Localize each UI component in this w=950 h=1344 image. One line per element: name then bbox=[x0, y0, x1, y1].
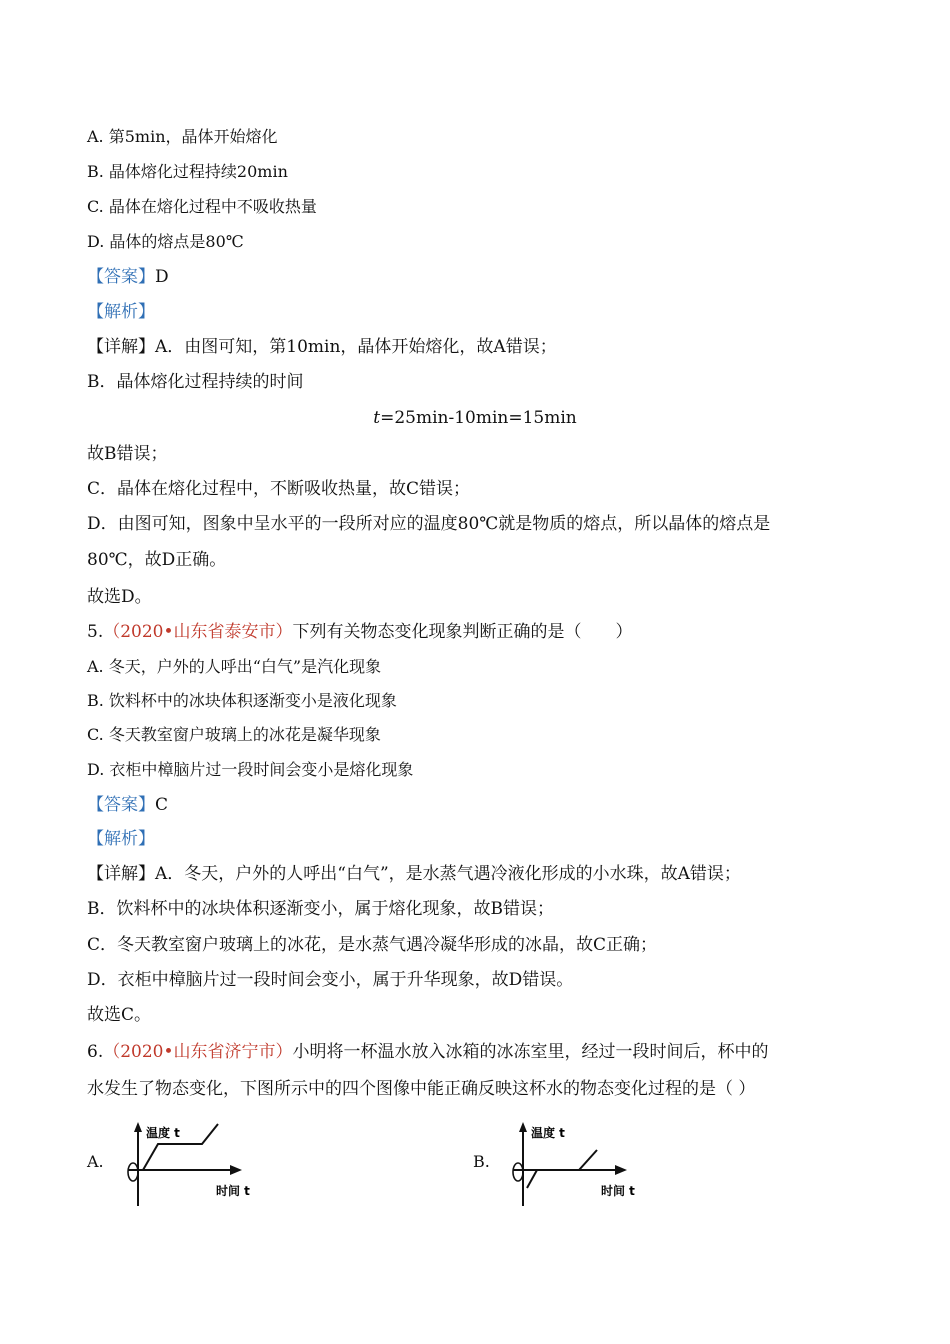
q6-graph-a bbox=[120, 1120, 280, 1212]
q6-stem-line1 bbox=[87, 1040, 769, 1064]
q4-formula bbox=[0, 406, 950, 430]
q4-option-c: C. 晶体在熔化过程中不吸收热量 bbox=[87, 197, 317, 216]
q5-source: （2020•山东省泰安市） bbox=[103, 622, 293, 642]
q5-option-c: C. 冬天教室窗户玻璃上的冰花是凝华现象 bbox=[87, 725, 381, 744]
formula-variable: t bbox=[373, 408, 381, 428]
q4-detail-c: C．晶体在熔化过程中，不断吸收热量，故C错误； bbox=[87, 479, 471, 499]
q5-detail-b: B．饮料杯中的冰块体积逐渐变小，属于熔化现象，故B错误； bbox=[87, 899, 554, 919]
x-axis-arrow bbox=[615, 1165, 627, 1175]
q5-detail-a bbox=[87, 862, 741, 886]
detail-text: A．冬天，户外的人呼出“白气”，是水蒸气遇冷液化形成的小水珠，故A错误； bbox=[155, 864, 741, 884]
q5-option-d: D. 衣柜中樟脑片过一段时间会变小是熔化现象 bbox=[87, 760, 414, 779]
formula-text: =25min-10min=15min bbox=[380, 408, 577, 428]
answer-value: D bbox=[155, 267, 169, 287]
q6-stem-line2: 水发生了物态变化，下图所示中的四个图像中能正确反映这杯水的物态变化过程的是（ ） bbox=[87, 1079, 756, 1099]
q4-detail-d-line1: D．由图可知，图象中呈水平的一段所对应的温度80℃就是物质的熔点，所以晶体的熔点是 bbox=[87, 514, 771, 534]
answer-value: C bbox=[155, 795, 169, 815]
y-axis-arrow bbox=[519, 1122, 527, 1132]
q4-option-d: D. 晶体的熔点是80℃ bbox=[87, 232, 244, 251]
q5-choice: 故选C。 bbox=[87, 1005, 152, 1025]
q4-choice: 故选D。 bbox=[87, 587, 152, 607]
q5-option-b: B. 饮料杯中的冰块体积逐渐变小是液化现象 bbox=[87, 691, 397, 710]
q5-detail-d: D．衣柜中樟脑片过一段时间会变小，属于升华现象，故D错误。 bbox=[87, 970, 574, 990]
q6-stem-text: 小明将一杯温水放入冰箱的冰冻室里，经过一段时间后，杯中的 bbox=[292, 1042, 769, 1062]
q4-answer bbox=[87, 265, 169, 289]
answer-tag: 【答案】 bbox=[87, 267, 155, 287]
q4-detail-a bbox=[87, 335, 557, 359]
q6-source: （2020•山东省济宁市） bbox=[103, 1042, 293, 1062]
x-axis-label: 时间 t bbox=[216, 1184, 250, 1198]
q6-graph-b bbox=[505, 1120, 665, 1212]
q4-option-a: A. 第5min，晶体开始熔化 bbox=[87, 127, 278, 146]
q5-detail-c: C．冬天教室窗户玻璃上的冰花，是水蒸气遇冷凝华形成的冰晶，故C正确； bbox=[87, 935, 658, 955]
x-axis-label: 时间 t bbox=[601, 1184, 635, 1198]
q5-stem bbox=[87, 620, 633, 644]
origin-zero bbox=[128, 1163, 138, 1181]
y-axis-arrow bbox=[134, 1122, 142, 1132]
detail-text: A．由图可知，第10min，晶体开始熔化，故A错误； bbox=[155, 337, 557, 357]
q5-analysis-tag: 【解析】 bbox=[87, 829, 155, 849]
q6-number: 6. bbox=[87, 1042, 104, 1062]
q5-option-a: A. 冬天，户外的人呼出“白气”是汽化现象 bbox=[87, 657, 382, 676]
q6-option-a-label: A. bbox=[87, 1152, 104, 1171]
q5-answer bbox=[87, 793, 168, 817]
q4-detail-b-conclusion: 故B错误； bbox=[87, 444, 168, 464]
origin-zero bbox=[513, 1163, 523, 1181]
q5-stem-text: 下列有关物态变化现象判断正确的是（ ） bbox=[292, 622, 633, 642]
q4-option-b: B. 晶体熔化过程持续20min bbox=[87, 162, 288, 181]
q5-number: 5. bbox=[87, 622, 104, 642]
q4-analysis-tag: 【解析】 bbox=[87, 302, 155, 322]
q4-detail-d-line2: 80℃，故D正确。 bbox=[87, 550, 227, 570]
y-axis-label: 温度 t bbox=[531, 1126, 565, 1140]
y-axis-label: 温度 t bbox=[146, 1126, 180, 1140]
q6-option-b-label: B. bbox=[473, 1152, 490, 1171]
answer-tag: 【答案】 bbox=[87, 795, 155, 815]
q4-detail-b: B．晶体熔化过程持续的时间 bbox=[87, 372, 304, 392]
detail-tag: 【详解】 bbox=[87, 337, 155, 357]
detail-tag: 【详解】 bbox=[87, 864, 155, 884]
x-axis-arrow bbox=[230, 1165, 242, 1175]
